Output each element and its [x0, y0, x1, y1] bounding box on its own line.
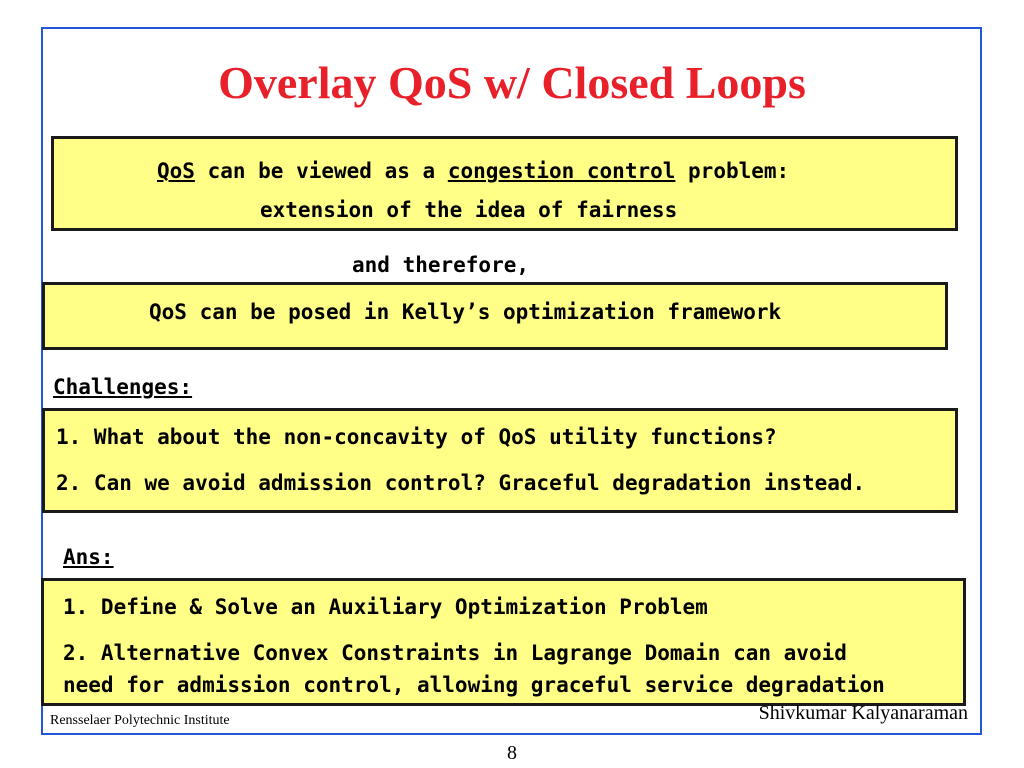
answer-item-2-line-1: 2. Alternative Convex Constraints in Lagrange Domain can avoid — [63, 641, 847, 665]
challenges-heading: Challenges: — [53, 375, 193, 399]
answer-item-1: 1. Define & Solve an Auxiliary Optimization Problem — [63, 595, 708, 619]
answer-box — [41, 578, 966, 706]
statement-line-2: extension of the idea of fairness — [260, 198, 678, 222]
statement-text: can be viewed as a — [194, 159, 448, 183]
challenge-item-1: 1. What about the non-concavity of QoS utility functions? — [56, 425, 777, 449]
statement-text-end: problem: — [675, 159, 790, 183]
challenge-item-2: 2. Can we avoid admission control? Graceful degradation instead. — [56, 471, 866, 495]
qos-term: QoS — [157, 159, 195, 183]
statement-line-1 — [157, 159, 789, 183]
challenges-box — [42, 408, 958, 513]
answer-item-2-line-2: need for admission control, allowing graceful service degradation — [63, 673, 885, 697]
congestion-control-term: congestion control — [447, 159, 676, 183]
connector-text: and therefore, — [352, 253, 530, 277]
framework-text: QoS can be posed in Kelly’s optimization framework — [149, 300, 782, 324]
framework-box — [42, 282, 948, 350]
footer-institution: Rensselaer Polytechnic Institute — [50, 713, 230, 728]
slide-title: Overlay QoS w/ Closed Loops — [218, 57, 806, 108]
ans-heading: Ans: — [63, 545, 114, 569]
footer-author: Shivkumar Kalyanaraman — [758, 702, 968, 724]
statement-box — [51, 136, 958, 231]
page-number: 8 — [507, 742, 517, 764]
